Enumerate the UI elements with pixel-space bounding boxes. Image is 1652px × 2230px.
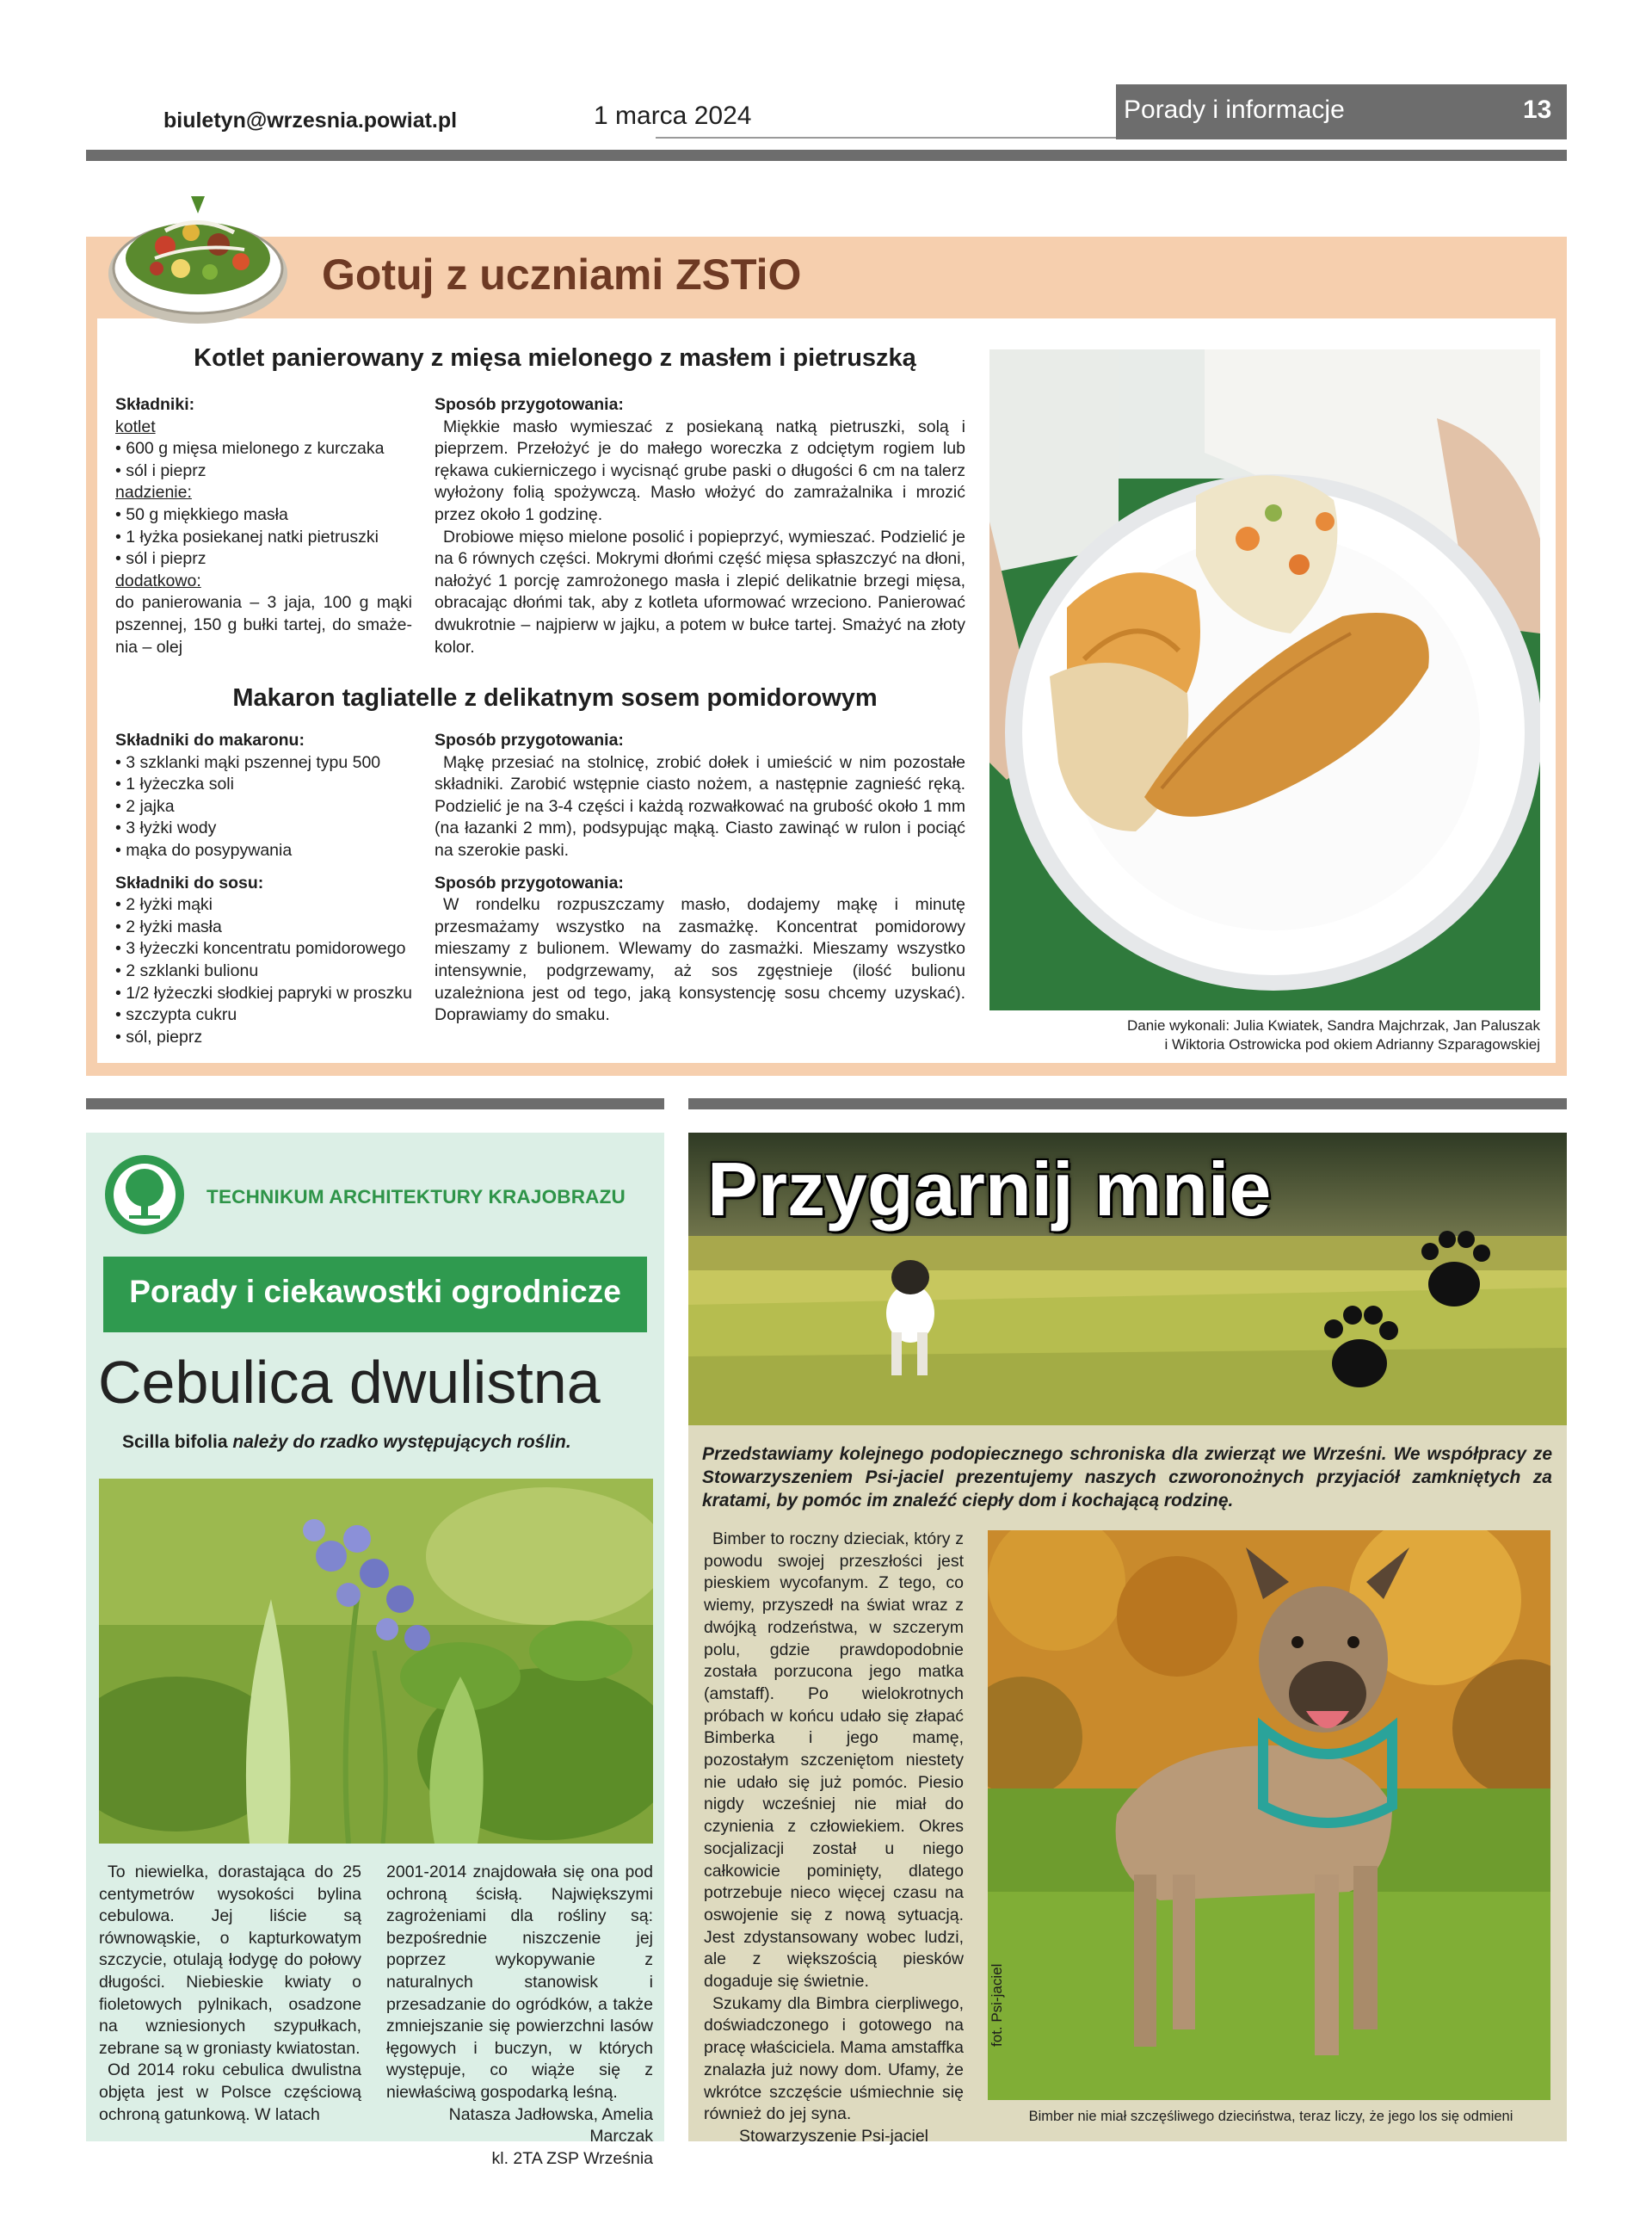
recipe1-heading: Kotlet panierowany z mięsa mielonego z masłem i pietruszką — [194, 344, 916, 372]
dish-photo — [989, 349, 1540, 1010]
recipe1-prep-label: Sposób przygotowania: — [435, 395, 624, 414]
pasta-ingredients-label: Składniki do makaronu: — [115, 731, 305, 750]
garden-paragraph: Od 2014 roku cebulica dwulistna objęta jest w Polsce częściową ochroną gatunkową. W latach — [99, 2060, 361, 2124]
ingredient-item: • 1/2 łyżeczki słodkiej papryki w proszku — [115, 983, 412, 1003]
ingredient-item: • 3 łyżki wody — [115, 818, 217, 838]
recipes-title: Gotuj z uczniami ZSTiO — [322, 250, 802, 299]
school-name: TECHNIKUM ARCHITEKTURY KRAJOBRAZU — [206, 1186, 626, 1208]
school-tree-logo-icon — [103, 1153, 186, 1236]
sauce-ingredients-label: Składniki do sosu: — [115, 873, 264, 893]
recipe2-prep-label-sauce: Sposób przygotowania: — [435, 873, 624, 893]
garden-article-title: Cebulica dwulistna — [98, 1349, 601, 1416]
recipe2-preparation — [435, 730, 965, 1027]
ingredient-item: • 50 g miękkiego masła — [115, 504, 288, 524]
header-email: biuletyn@wrzesnia.powiat.pl — [163, 108, 458, 133]
garden-author-class: kl. 2TA ZSP Września — [491, 2148, 653, 2168]
header-underline — [656, 137, 1116, 139]
garden-banner-text: Porady i ciekawostki ogrodnicze — [129, 1274, 621, 1309]
prep-paragraph: Drobiowe mięso mielone posolić i popieprzyć, wymieszać. Podzielić je na 6 równych części. Mokrymi dłońmi część mięsa spłaszczyć na dłoni, nałożyć 1 porcję zamrożonego masła i zlepić delikatnie brzegi mięsa, obracając dłońmi tak, aby z kotleta uformować wrzeciono. Panierować dwukrotnie – najpierw w jajku, a potem w bułce tartej. Smażyć na złoty kolor. — [435, 527, 965, 657]
ingredient-group-name: kotlet — [115, 417, 156, 436]
recipe1-ingredients-label: Składniki: — [115, 395, 195, 414]
ingredient-item: • mąka do posypywania — [115, 840, 293, 860]
ingredient-item: • sól i pieprz — [115, 460, 206, 480]
ingredient-item: do panierowania – 3 jaja, 100 g mąki pszennej, 150 g bułki tartej, do smaże-nia – olej — [115, 593, 412, 657]
ingredient-item: • 1 łyżeczka soli — [115, 775, 234, 794]
ingredient-group-name: nadzienie: — [115, 483, 192, 503]
ingredient-item: • 2 jajka — [115, 796, 175, 816]
caption-line: i Wiktoria Ostrowicka pod okiem Adrianny Szparagowskiej — [1164, 1036, 1540, 1053]
recipe1-preparation — [435, 394, 965, 658]
ingredient-item: • sól i pieprz — [115, 549, 206, 569]
dog-bimber-photo — [988, 1530, 1550, 2100]
recipe2-prep-label: Sposób przygotowania: — [435, 731, 624, 750]
salad-bowl-image — [105, 179, 291, 330]
garden-author: Natasza Jadłowska, Amelia Marczak — [448, 2104, 653, 2147]
scilla-flower-photo — [99, 1479, 653, 1844]
ingredient-item: • 3 szklanki mąki pszennej typu 500 — [115, 752, 381, 772]
photo-credit: fot. Psi-jaciel — [989, 1963, 1005, 2047]
header-rule — [86, 150, 1567, 161]
column-rule-left — [86, 1098, 664, 1109]
garden-paragraph: To niewielka, dorastająca do 25 centymetrów wysokości bylina cebulowa. Jej liście są równowąskie, o kapturkowatym szczycie, otulają łodygę do połowy długości. Niebieskie kwiaty o fioletowych pylnikach, osadzone na wzniesionych szypułkach, zebrane są w groniasty kwiatostan. — [99, 1862, 361, 2058]
ingredient-item: • 600 g mięsa mielonego z kurczaka — [115, 439, 385, 459]
story-paragraph: Bimber to roczny dzieciak, który z powodu swojej przeszłości jest pieskiem wycofanym. Z tego, co wiemy, przyszedł na świat wraz z dwójką rodzeństwa, w szczerym polu, gdzie prawdopodobnie została porzucona jego matka (amstaff). Po wielokrotnych próbach w końcu udało się złapać Bimberka i jego mamę, pozostałym szczeniętom niestety nie udało się już pomóc. Piesio nigdy wcześniej nie miał do czynienia z człowiekiem. Okres socjalizacji został u niego całkowicie pominięty, dlatego potrzebuje nieco więcej czasu na oswojenie się z nową sytuacją. Jest zdystansowany wobec ludzi, ale z większością piesków dogaduje się świetnie. — [704, 1529, 964, 1992]
story-paragraph: Szukamy dla Bimbra cierpliwego, doświadczonego i gotowego na pracę właściciela. Mama amstaffka znalazła już nowy dom. Ufamy, że wkrótce szczęście uśmiechnie się również do jej syna. — [704, 1993, 965, 2124]
recipe2-heading: Makaron tagliatelle z delikatnym sosem pomidorowym — [232, 684, 878, 712]
prep-paragraph: Mąkę przesiać na stolnicę, zrobić dołek i umieścić w nim pozostałe składniki. Zarobić wstępnie ciasto nożem, a następnie zagnieść ręką. Podzielić je na 3-4 części i każdą rozwałkować na grubość około 1 mm (na łazanki 2 mm), podsypując mąką. Ciasto zawinąć w rulon i pociąć na szerokie paski. — [435, 752, 965, 860]
dish-photo-caption — [989, 1016, 1540, 1054]
prep-paragraph: Miękkie masło wymieszać z posiekaną natką pietruszki, solą i pieprzem. Przełożyć je do małego woreczka z odciętym rogiem lub rękawa cukierniczego i wycisnąć grube paski o długości 6 cm na talerz wyłożony folią spożywczą. Masło włożyć do zamrażalnika i mrozić przez około 1 godzinę. — [435, 417, 965, 524]
adoption-lead: Przedstawiamy kolejnego podopiecznego schroniska dla zwierząt we Wrześni. We współpracy ze Stowarzyszeniem Psi-jaciel prezentujemy naszych czworonożnych przyjaciół zamkniętych za kratami, by pomóc im znaleźć ciepły dom i kochającą rodzinę. — [702, 1444, 1552, 1510]
column-rule-right — [688, 1098, 1567, 1109]
garden-lead — [122, 1432, 571, 1453]
recipe1-ingredients — [115, 394, 412, 658]
adoption-story — [704, 1529, 964, 2148]
ingredient-item: • 2 łyżki mąki — [115, 895, 213, 915]
ingredient-group-name: dodatkowo: — [115, 571, 201, 590]
ingredient-item: • 1 łyżka posiekanej natki pietruszki — [115, 527, 379, 547]
prep-paragraph: W rondelku rozpuszczamy masło, dodajemy mąkę i minutę przesmażamy wszystko na zasmażkę. Koncentrat pomidorowy mieszamy z bulionem. Wlewamy do zasmażki. Mieszamy wszystko intensywnie, podgrzewamy, aż sos zgęstnieje (ilość bulionu uzależniona jest od tego, jaką konsystencję sosu chcemy uzyskać). Doprawiamy do smaku. — [435, 895, 965, 1025]
page-number: 13 — [1523, 96, 1552, 124]
caption-line: Danie wykonali: Julia Kwiatek, Sandra Majchrzak, Jan Paluszak — [1126, 1017, 1540, 1034]
ingredient-item: • szczypta cukru — [115, 1005, 237, 1025]
recipe2-ingredients — [115, 730, 421, 1048]
garden-text-col2 — [386, 1862, 653, 2170]
ingredient-item: • 2 łyżki masła — [115, 917, 222, 936]
lead-text: należy do rzadko występujących roślin. — [232, 1432, 571, 1452]
garden-text-col1 — [99, 1862, 361, 2126]
adoption-title: Przygarnij mnie — [707, 1146, 1272, 1232]
latin-name: Scilla bifolia — [122, 1432, 228, 1452]
dog-photo-caption: Bimber nie miał szczęśliwego dzieciństwa, teraz liczy, że jego los się odmieni — [1028, 2109, 1513, 2124]
garden-paragraph: 2001-2014 znajdowała się ona pod ochroną ścisłą. Największymi zagrożeniami dla rośliny są: bezpośrednie niszczenie jej poprzez wykopywanie z naturalnych stanowisk i przesadzanie do ogródków, a także zmniejszanie się powierzchni lasów łęgowych i buczyn, w których występuje, co wiąże się z niewłaściwą gospodarką leśną. — [386, 1862, 653, 2102]
ingredient-item: • 2 szklanki bulionu — [115, 961, 259, 980]
header-section-name: Porady i informacje — [1124, 96, 1345, 124]
ingredient-item: • 3 łyżeczki koncentratu pomidorowego — [115, 939, 406, 959]
ingredient-item: • sól, pieprz — [115, 1027, 203, 1047]
header-date: 1 marca 2024 — [594, 102, 752, 130]
story-signature: Stowarzyszenie Psi-jaciel — [739, 2126, 928, 2146]
